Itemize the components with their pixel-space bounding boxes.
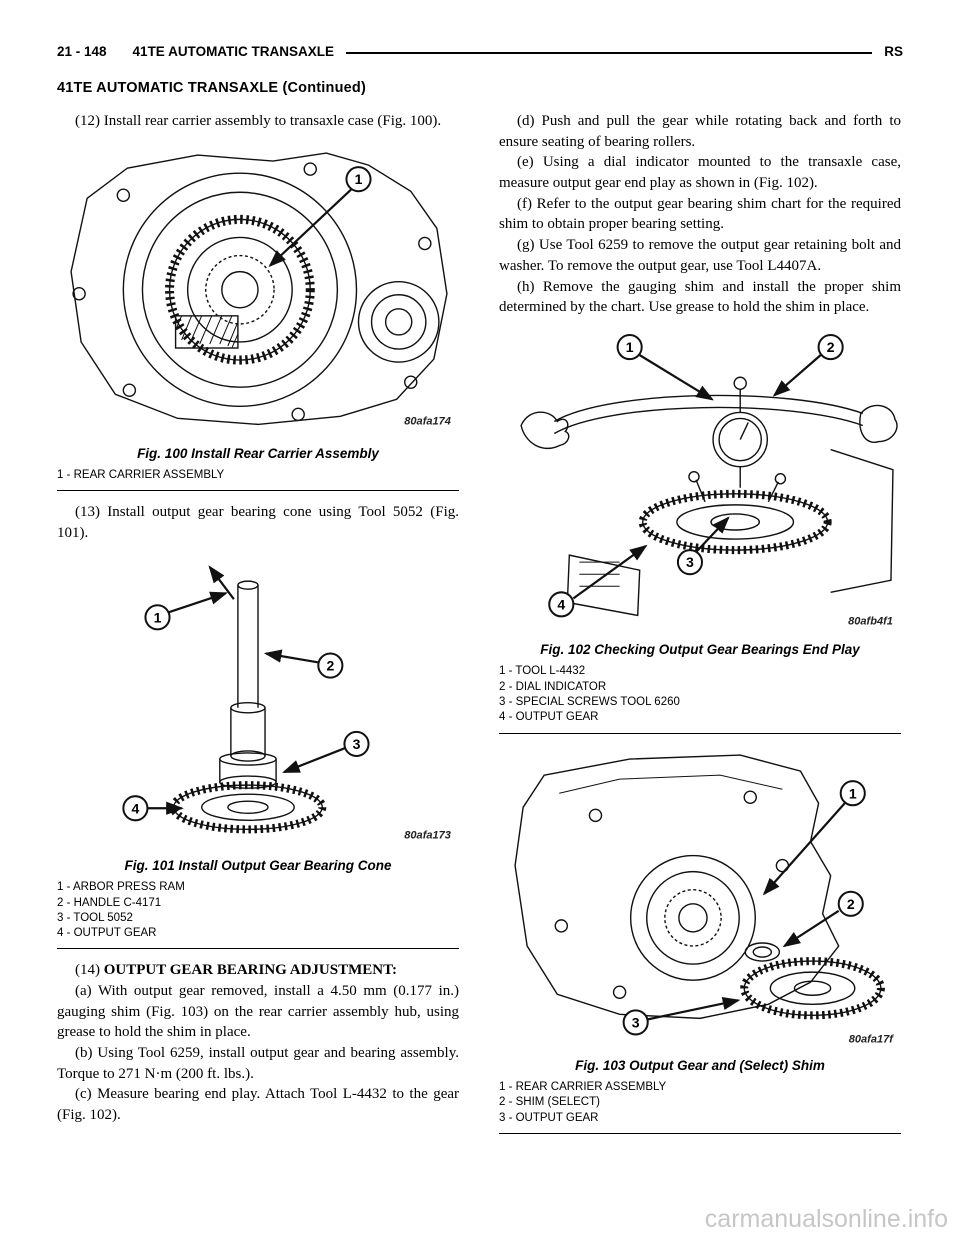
- callout-3-label: 3: [686, 554, 694, 571]
- callout-2-marker: [784, 891, 862, 945]
- legend-item: 1 - REAR CARRIER ASSEMBLY: [499, 1081, 667, 1093]
- end-play-check-drawing: [521, 377, 897, 615]
- divider: [57, 948, 459, 949]
- header-section-code: RS: [884, 44, 903, 59]
- arbor-press-drawing: [174, 567, 323, 829]
- figure-102: [499, 329, 901, 734]
- callout-1-label: 1: [153, 609, 162, 626]
- figure-102-legend: [499, 664, 901, 725]
- figure-100: [57, 143, 459, 492]
- step-14h-text: (h) Remove the gauging shim and install the proper shim determined by the chart. Use grease to hold the shim in place.: [499, 278, 901, 316]
- legend-item: 4 - OUTPUT GEAR: [57, 927, 157, 940]
- callout-4-marker: [549, 546, 645, 616]
- step-14a-text: (a) With output gear removed, install a 4.50 mm (0.177 in.) gauging shim (Fig. 103) on the rear carrier assembly hub, using grease to hold the shim in place.: [57, 983, 459, 1041]
- legend-item: 3 - SPECIAL SCREWS TOOL 6260: [499, 695, 680, 708]
- figure-100-illustration: [57, 143, 459, 434]
- figure-102-illustration: [499, 329, 901, 631]
- legend-item: 1 - REAR CARRIER ASSEMBLY: [57, 469, 225, 482]
- callout-1-marker: [618, 335, 712, 399]
- figure-103-legend: [499, 1080, 901, 1126]
- figure-103-illustration: [499, 745, 901, 1047]
- page-header: [57, 44, 903, 59]
- figure-101: [57, 555, 459, 950]
- divider: [57, 490, 459, 491]
- callout-4-label: 4: [557, 596, 566, 613]
- legend-item: 2 - HANDLE C-4171: [57, 896, 162, 909]
- site-watermark: carmanualsonline.info: [704, 1205, 948, 1233]
- two-column-layout: [57, 111, 903, 1145]
- callout-3-marker: [284, 732, 368, 772]
- figure-103-code: 80afa17f: [848, 1032, 893, 1045]
- step-14d-text: (d) Push and pull the gear while rotating back and forth to ensure seating of bearing rollers.: [499, 113, 901, 150]
- step-14f-text: (f) Refer to the output gear bearing shim chart for the required shim to obtain proper bearing setting.: [499, 195, 901, 233]
- figure-101-legend: [57, 880, 459, 941]
- callout-4-label: 4: [131, 800, 140, 817]
- callout-1-label: 1: [354, 170, 363, 187]
- header-rule: [346, 52, 872, 54]
- figure-100-caption: Fig. 100 Install Rear Carrier Assembly: [137, 446, 379, 462]
- step-14-heading: [57, 960, 459, 981]
- callout-1-marker: [145, 593, 225, 629]
- figure-100-code: 80afa174: [404, 415, 451, 428]
- callout-1-marker: [764, 781, 865, 894]
- right-column: [499, 111, 901, 1145]
- callout-2-label: 2: [846, 895, 855, 912]
- callout-1-label: 1: [848, 784, 857, 801]
- figure-101-illustration: [57, 555, 459, 846]
- legend-item: 3 - TOOL 5052: [57, 911, 133, 924]
- figure-102-code: 80afb4f1: [848, 615, 893, 628]
- header-title: 41TE AUTOMATIC TRANSAXLE: [132, 44, 335, 59]
- figure-101-code: 80afa173: [404, 829, 451, 842]
- legend-item: 4 - OUTPUT GEAR: [499, 711, 599, 724]
- left-column: [57, 111, 459, 1145]
- figure-100-legend: [57, 468, 459, 483]
- step-12-text: (12) Install rear carrier assembly to transaxle case (Fig. 100).: [75, 113, 442, 129]
- callout-4-marker: [123, 796, 181, 820]
- callout-3-label: 3: [352, 735, 361, 752]
- page-number: 21 - 148: [57, 44, 107, 59]
- step-14e-text: (e) Using a dial indicator mounted to the transaxle case, measure output gear end play as shown in (Fig. 102).: [499, 154, 901, 192]
- step-13-text: (13) Install output gear bearing cone using Tool 5052 (Fig. 101).: [57, 504, 459, 542]
- callout-3-label: 3: [631, 1013, 640, 1030]
- step-14c-text: (c) Measure bearing end play. Attach Tool L-4432 to the gear (Fig. 102).: [57, 1086, 459, 1124]
- callout-2-marker: [266, 653, 342, 677]
- callout-2-label: 2: [826, 338, 835, 355]
- output-gear-shim-drawing: [515, 755, 881, 1018]
- figure-103-caption: Fig. 103 Output Gear and (Select) Shim: [575, 1058, 825, 1073]
- legend-item: 2 - DIAL INDICATOR: [499, 680, 607, 693]
- transaxle-case-drawing: [71, 153, 447, 424]
- step-14b-text: (b) Using Tool 6259, install output gear and bearing assembly. Torque to 271 N·m (200 ft. lbs.).: [57, 1045, 459, 1082]
- figure-102-caption: Fig. 102 Checking Output Gear Bearings End Play: [540, 642, 860, 658]
- figure-101-caption: Fig. 101 Install Output Gear Bearing Cone: [124, 858, 392, 874]
- figure-103: [499, 745, 901, 1134]
- legend-item: 3 - OUTPUT GEAR: [499, 1111, 599, 1124]
- legend-item: 1 - TOOL L-4432: [499, 665, 586, 678]
- continued-heading: 41TE AUTOMATIC TRANSAXLE (Continued): [57, 80, 367, 96]
- callout-1-label: 1: [625, 338, 634, 355]
- step-14-number: (14): [75, 962, 100, 979]
- step-14-title: OUTPUT GEAR BEARING ADJUSTMENT:: [103, 962, 397, 979]
- divider: [499, 1133, 901, 1134]
- legend-item: 1 - ARBOR PRESS RAM: [57, 881, 185, 894]
- legend-item: 2 - SHIM (SELECT): [499, 1096, 600, 1109]
- callout-2-label: 2: [326, 657, 335, 674]
- step-14g-text: (g) Use Tool 6259 to remove the output gear retaining bolt and washer. To remove the output gear, use Tool L4407A.: [499, 237, 901, 274]
- divider: [499, 733, 901, 734]
- callout-2-marker: [774, 335, 842, 395]
